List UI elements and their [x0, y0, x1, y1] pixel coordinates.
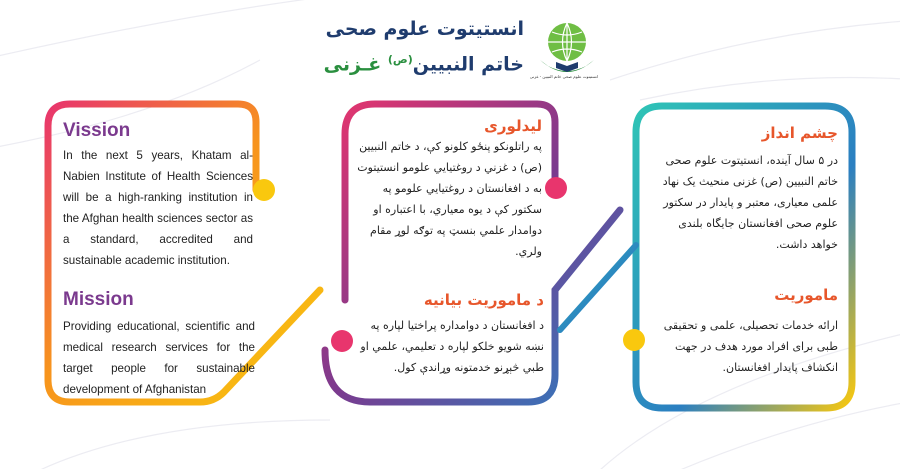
vision-en-heading: Vission	[63, 120, 131, 141]
institute-title-line2	[305, 53, 524, 75]
mission-ps-heading: د ماموریت بیانیه	[423, 291, 544, 309]
institute-title-line1: انستیتوت علوم صحی	[325, 18, 524, 40]
pink-dot-right	[545, 177, 567, 199]
vision-fa-text: در ۵ سال آینده، انستیتوت علوم صحی خاتم النبیین (ص) غزنی منحیث یک نهاد علمی معیاری، معتبر و پایدار در سکتور علوم صحی افغانستان جایگاه بلندی خواهد داشت.	[662, 154, 838, 251]
mission-en-text: Providing educational, scientific and medical research services for the target people for sustainable development of Afghanistan	[63, 320, 255, 396]
logo-caption: انستیتوت علوم صحی خاتم النبیین - غزنی	[529, 74, 598, 79]
vision-en-text: In the next 5 years, Khatam al-Nabien Institute of Health Sciences will be a high-ranking institution in the Afghan health sciences sector as a standard, accredited and sustainable academic institution.	[63, 149, 253, 267]
yellow-dot	[253, 179, 275, 201]
yellow-dot-right	[623, 329, 645, 351]
mission-fa-text: ارائه خدمات تحصیلی، علمی و تحقیقی طبی برای افراد مورد هدف در جهت انکشاف پایدار افغانستان.	[663, 319, 838, 374]
title-name: خاتم النبیین	[412, 53, 524, 76]
vision-ps-text: په راتلونکو پنځو کلونو کې، د خاتم النبیین (ص) د غزني د روغتیایي علومو انستیتوت به د افغانستان د روغتیایي علومو په سکتور کې د یوه معیاري، با اعتباره او دوامدار علمي بنسټ په توګه لوړ مقام ولري.	[357, 140, 542, 258]
mission-ps-text: د افغانستان د دوامداره پراختیا لپاره په نښه شویو خلکو لپاره د تعلیمي، علمي او طبي څېړنو خدمتونه وړاندې کول.	[360, 319, 544, 374]
vision-ps-heading: لیدلوری	[484, 117, 542, 135]
vision-fa-heading: چشم انداز	[761, 124, 838, 142]
title-honorific: (ص)	[387, 53, 413, 66]
pink-dot-left	[331, 330, 353, 352]
mission-en-heading: Mission	[63, 289, 134, 310]
title-city: غـزنی	[323, 53, 388, 76]
mission-fa-heading: ماموریت	[774, 286, 838, 304]
